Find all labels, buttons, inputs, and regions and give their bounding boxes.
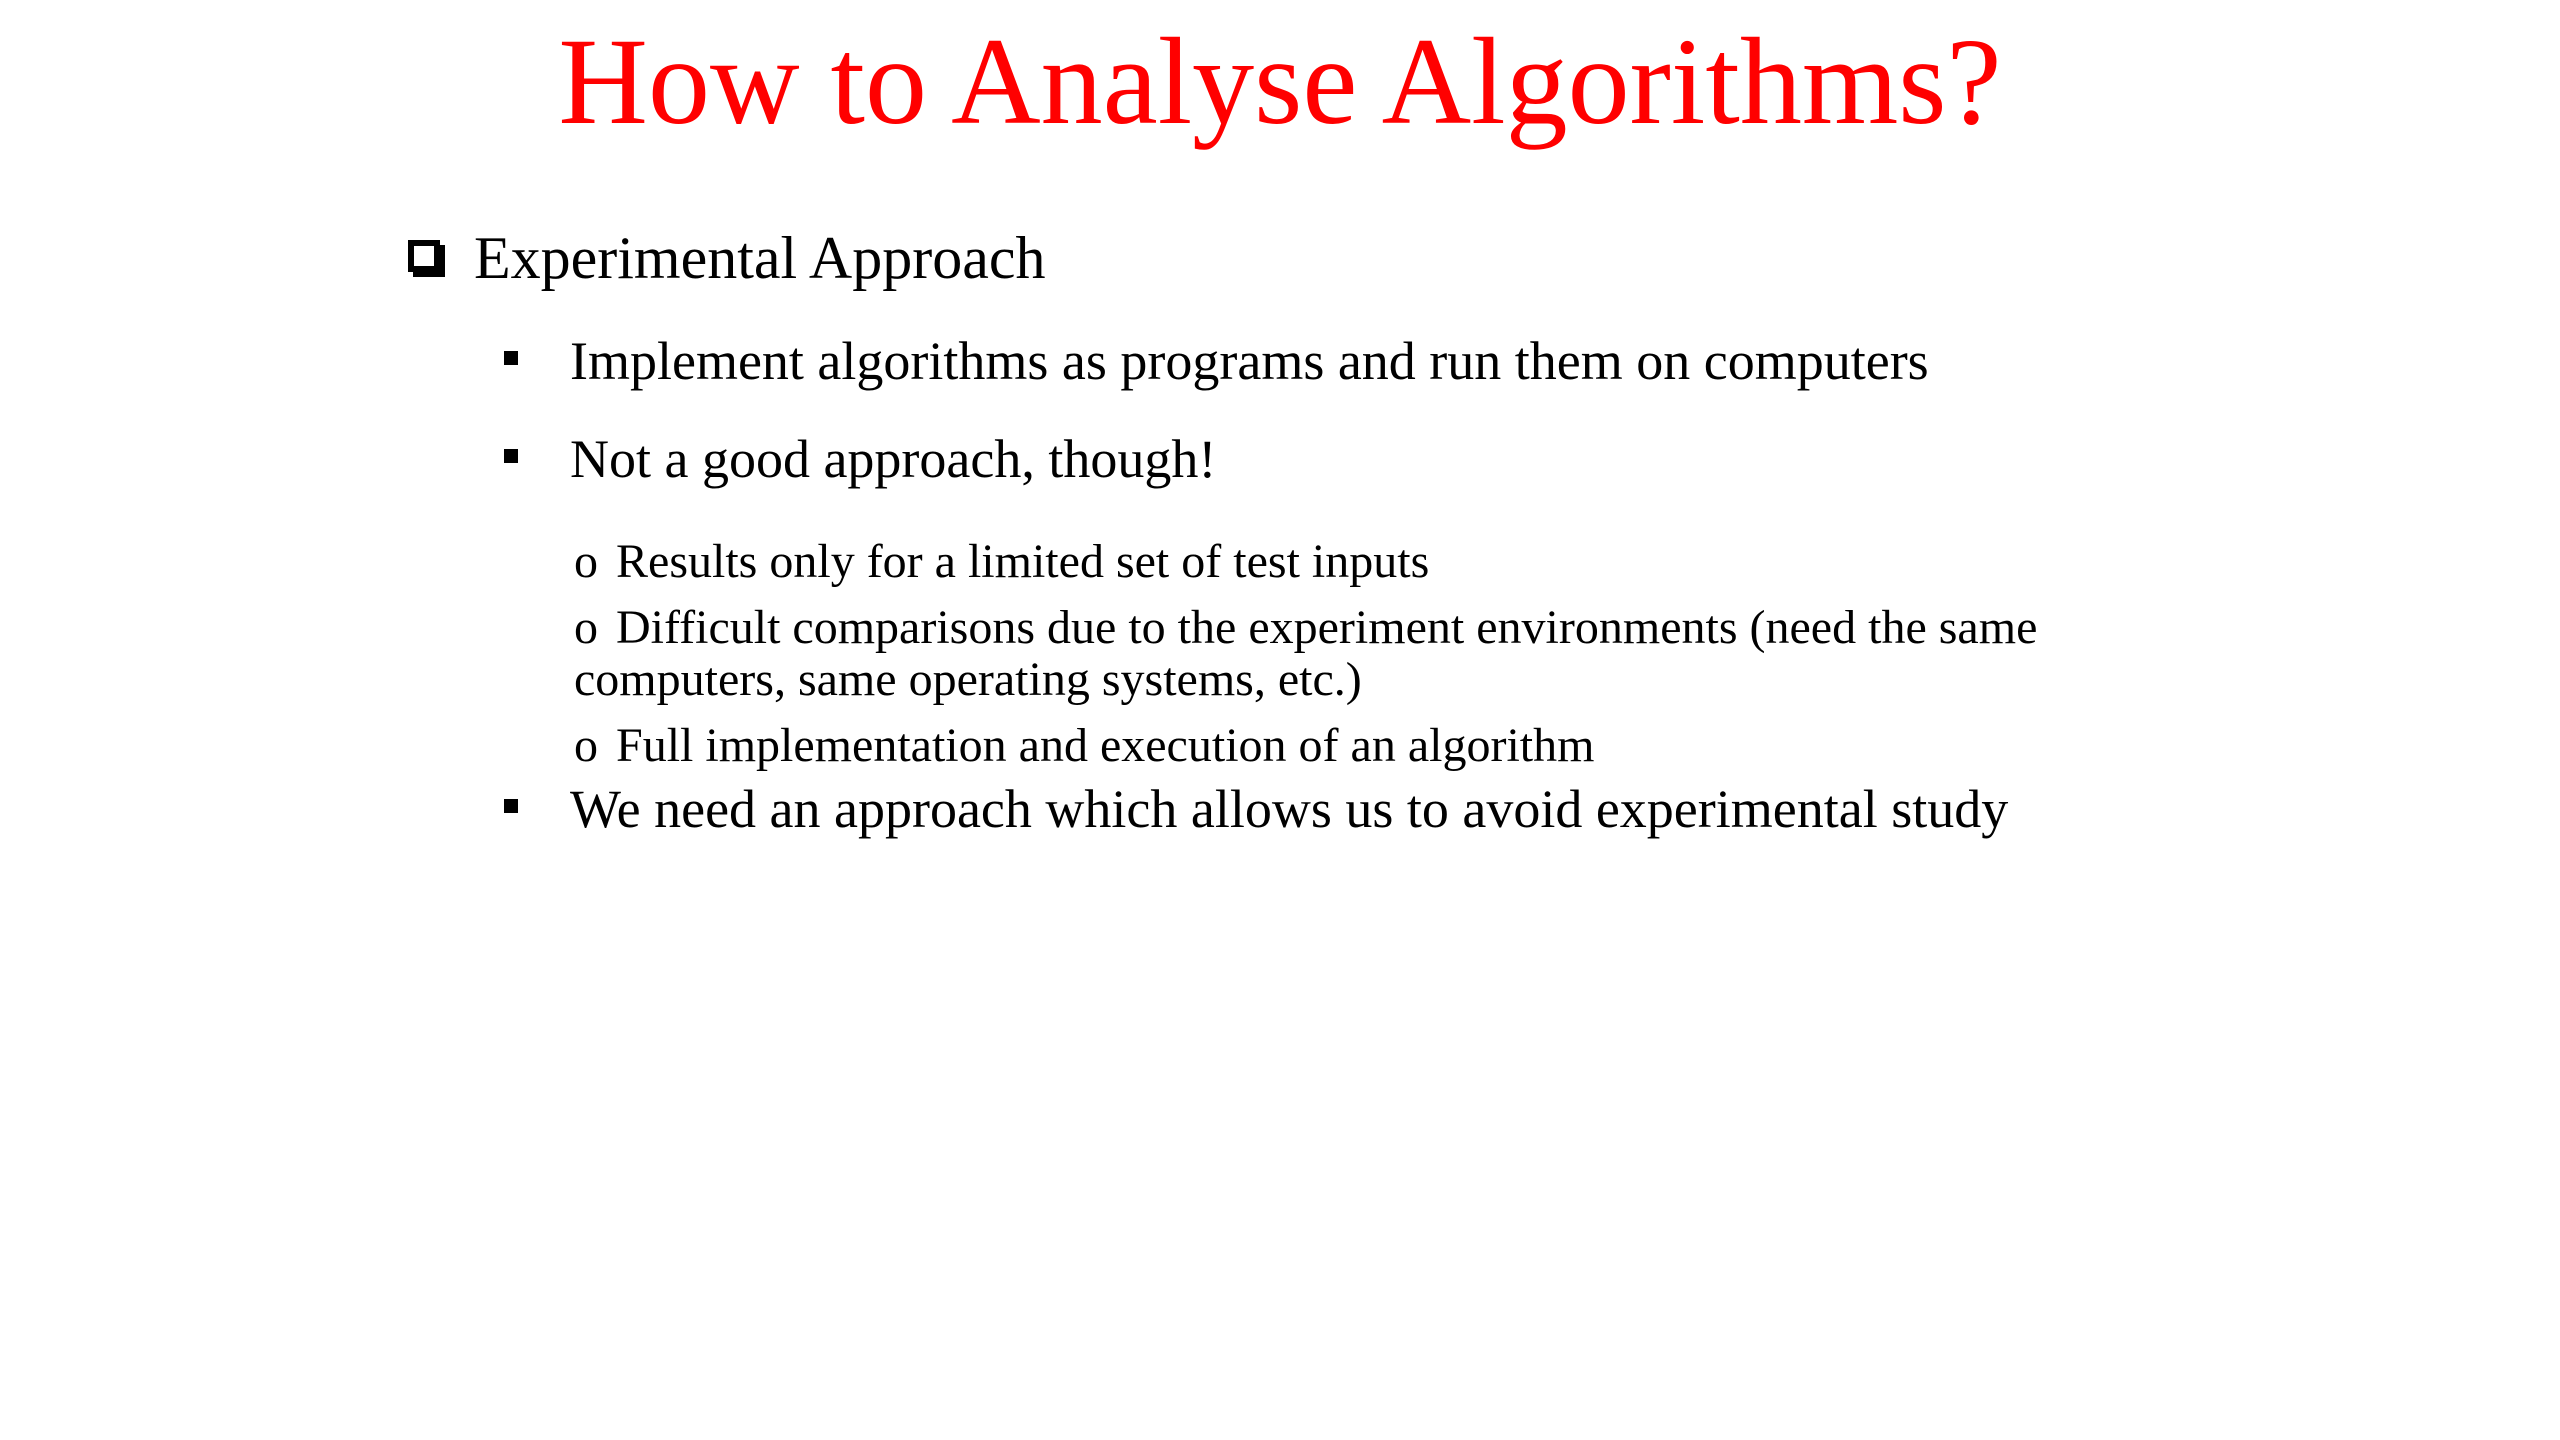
bullet-item (504, 774, 2008, 844)
bullet-item (504, 424, 1216, 494)
section-heading-label: Experimental Approach (474, 225, 1046, 291)
bullet-text: Implement algorithms as programs and run them on computers (570, 331, 1929, 391)
sub-bullet-text: Difficult comparisons due to the experiment environments (need the same computers, same operating systems, etc.) (574, 601, 2038, 706)
bullet-item (504, 326, 1929, 396)
bullet-text: Not a good approach, though! (570, 429, 1217, 489)
square-bullet-icon (504, 351, 518, 365)
circle-bullet-icon: o (574, 535, 598, 588)
sub-bullet-text: Full implementation and execution of an algorithm (616, 719, 1595, 772)
sub-bullet-item (574, 602, 2094, 706)
circle-bullet-icon: o (574, 719, 598, 772)
sub-bullet-item (574, 720, 2094, 772)
square-bullet-icon (504, 799, 518, 813)
slide-title: How to Analyse Algorithms? (558, 13, 2002, 150)
sub-bullet-text: Results only for a limited set of test inputs (616, 535, 1430, 588)
bullet-text: We need an approach which allows us to avoid experimental study (570, 779, 2009, 839)
checkbox-icon (408, 240, 440, 272)
square-bullet-icon (504, 449, 518, 463)
sub-bullet-item (574, 536, 2094, 588)
section-heading (408, 218, 1045, 298)
circle-bullet-icon: o (574, 601, 598, 654)
